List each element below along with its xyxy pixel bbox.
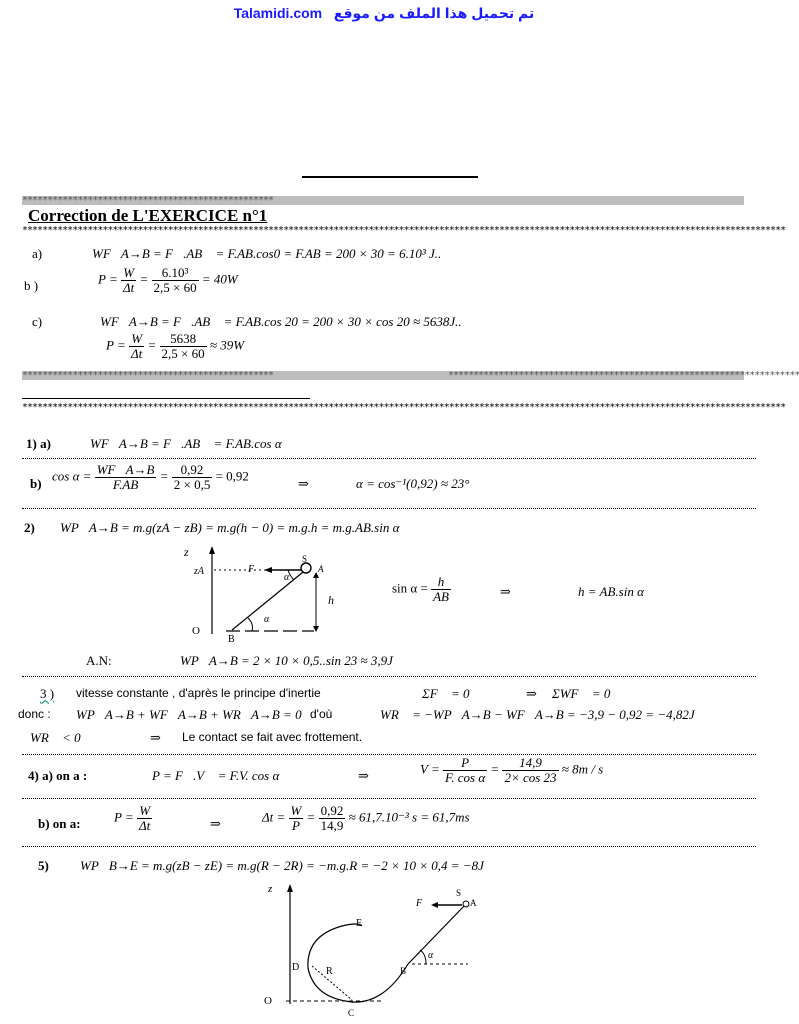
q2-sin-frac [431,575,451,604]
q4-v-formula [420,756,603,785]
z-axis-label: z [268,883,273,895]
alpha-label: α [428,950,434,961]
q1-b-frac1 [95,463,157,492]
q2-h-equation: h = AB.sin α [578,584,644,599]
q1-a-equation: WF⃗A→B = F⃗.AB⃗ = F.AB.cos α [90,436,282,451]
part1-b-den: 2,5 × 60 [153,280,197,295]
q4-v-num2: 14,9 [502,756,558,771]
q1-b-den: F.AB [112,477,139,492]
part1-c-w: W [129,332,144,347]
part1-b-result: = 40W [201,271,238,287]
site-header [0,5,768,22]
q1-divider-a [22,458,756,459]
incline-track [408,904,466,964]
part1-b-num: 6.10³ [152,266,199,281]
q4-dt-frac1 [289,804,304,833]
q3-donc: donc : [18,707,51,721]
part1-b-formula [98,266,238,295]
a-label: A [318,564,324,574]
q4-v-result: ≈ 8m / s [561,761,604,777]
q4-v-pre: V = [420,761,440,777]
q2-sin-pre: sin α = [392,580,428,596]
q4-dt-result: ≈ 61,7.10⁻³ s = 61,7ms [348,809,470,825]
alpha-bottom-label: α [264,614,270,625]
mid-rule [22,398,310,399]
d-label: D [292,962,300,973]
part1-b-eqsign: = [139,271,149,287]
q1-divider-b [22,508,756,509]
part1-b-dt: Δt [122,280,135,295]
q4-dt-num2: 0,92 [320,803,344,818]
q4-a-arrow: ⇒ [358,768,369,783]
q5-label: 5) [38,858,49,873]
force-arrow-head [264,567,272,573]
q1-b-eqsign: = [159,468,169,484]
z-axis-label: z [184,545,189,559]
part1-c-den: 2,5 × 60 [161,346,205,361]
part1-c-equation: WF⃗A→B = F⃗.AB⃗ = F.AB.cos 20 = 200 × 30 × cos 20 ≈ 5638J.. [100,314,462,329]
top-rule [302,176,478,178]
part1-c-dt: Δt [130,346,143,361]
z-axis-arrow [287,884,293,892]
q3-arrow2: ⇒ [150,730,161,745]
q4-dt-eqsign: = [306,809,316,825]
separator-stars-bottom-right: ********************************************************************** [448,370,799,381]
origin-label: O [264,995,272,1007]
alpha-bottom-arc [248,618,253,631]
q2-label: 2) [24,520,35,535]
part1-a-label: a) [32,246,43,261]
q4-b-formula [114,804,152,833]
q2-arrow: ⇒ [500,584,511,599]
part1-c-pre: P = [106,337,126,353]
q3-sumW: ΣWF⃗ = 0 [552,686,611,701]
incline-line [232,568,308,630]
part1-b-frac1 [121,266,136,295]
q4-dt-num: W [290,803,302,818]
force-label: F⃗ [248,564,262,575]
q3-sumF: ΣF⃗ = 0⃗ [422,686,480,701]
separator-stars-top: ************************************************** [22,195,274,206]
separator-stars-1: ******************************************************************************************************************************************************** [22,225,786,236]
q4-v-den2: 2× cos 23 [504,770,557,785]
q4-v-frac1 [443,756,487,785]
q4-a-equation: P = F⃗.V⃗ = F.V. cos α [152,768,280,783]
header-arabic-text: تم تحميل هذا الملف من موقع [333,5,535,21]
alpha-arc [420,950,426,964]
q3-text: vitesse constante , d'après le principe d'inertie [76,686,321,700]
q1-b-arrow: ⇒ [298,476,309,491]
part1-c-frac1 [129,332,144,361]
part1-c-formula [106,332,244,361]
part1-c-frac2 [160,332,207,361]
q3-divider [22,754,756,755]
part1-c-num: 5638 [160,332,207,347]
q1-b-frac2 [172,463,213,492]
q4-dt-formula [262,804,470,833]
q4-divider-b [22,846,756,847]
s-label: S [302,554,308,564]
za-label: zA [194,566,204,577]
q3-conclusion: Le contact se fait avec frottement. [182,730,363,744]
q4-dt-pre: Δt = [262,809,286,825]
part1-c-label: c) [32,314,43,329]
q3-donc-equation: WP⃗A→B + WF⃗A→B + WR⃗A→B = 0 [76,707,302,722]
q3-wr-equation: WR⃗ = −WP⃗A→B − WF⃗A→B = −3,9 − 0,92 = −4,82J [380,707,695,722]
solid-s [463,901,469,907]
q4-a-label: 4) a) on a : [28,768,88,783]
q2-incline-figure [176,544,346,644]
z-axis-arrow [209,546,215,554]
q1-label: 1) a) [26,436,51,451]
b-label: B [228,634,235,645]
q4-dt-frac2 [319,804,346,833]
q1-b-formula [52,463,249,492]
q4-v-den: F. cos α [444,770,486,785]
force-label: F⃗ [416,898,430,909]
q3-wr-negative: WR⃗ < 0 [30,730,81,745]
q4-v-num: P [443,756,487,771]
q1-b-num: WF⃗A→B [96,462,155,477]
c-label: C [348,1008,355,1018]
q2-an-equation: WP⃗A→B = 2 × 10 × 0,5..sin 23 ≈ 3,9J [180,653,393,668]
q1-b-label: b) [30,476,42,491]
q2-sin-den: AB [433,589,449,604]
q1-b-num2: 0,92 [172,463,213,478]
q4-v-eqsign: = [490,761,500,777]
q3-dou: d'où [310,707,333,721]
q1-b-den2: 2 × 0,5 [173,477,211,492]
q2-an-label: A.N: [86,653,112,668]
q5-equation: WP⃗B→E = m.g(zB − zE) = m.g(R − 2R) = −m.g.R = −2 × 10 × 0,4 = −8J [80,858,484,873]
h-label: h [328,593,334,607]
a-label: A [470,898,477,908]
q4-b-arrow: ⇒ [210,816,221,831]
e-label: E [356,918,363,929]
q4-b-num: W [137,804,152,819]
alpha-top-label: α [284,572,290,583]
q1-b-result: = 0,92 [215,468,249,484]
q3-arrow: ⇒ [526,686,537,701]
q4-v-frac2 [502,756,558,785]
exercise-title: Correction de L'EXERCICE n°1 [28,206,268,225]
part1-b-frac2 [152,266,199,295]
part1-b-w: W [121,266,136,281]
q5-loop-figure [256,878,496,1020]
q4-dt-den: P [291,818,300,833]
part1-c-eqsign: = [147,337,157,353]
q2-equation: WP⃗A→B = m.g(zA − zB) = m.g(h − 0) = m.g.h = m.g.AB.sin α [60,520,400,535]
part1-c-result: ≈ 39W [209,337,245,353]
r-label: R [326,966,333,977]
q4-b-label: b) on a: [38,816,81,831]
q1-b-alpha: α = cos⁻¹(0,92) ≈ 23° [356,476,470,491]
part1-b-label: b ) [24,278,39,293]
q1-b-pre: cos α = [52,468,92,484]
q3-label: 3 ) [40,686,55,701]
q4-dt-den2: 14,9 [320,818,344,833]
q2-divider [22,676,756,677]
q4-divider-a [22,798,756,799]
loop-track [308,924,408,1002]
part1-a-equation: WF⃗A→B = F⃗.AB⃗ = F.AB.cos0 = F.AB = 200 × 30 = 6.10³ J.. [92,246,442,261]
b-label: B [400,966,407,976]
part1-b-pre: P = [98,271,118,287]
q4-b-frac [137,804,152,833]
origin-label: O [192,625,200,637]
q4-b-pre: P = [114,809,134,825]
separator-stars-bottom-left: ************************************************** [22,370,274,381]
s-label: S [456,888,462,898]
force-arrow-head [431,902,438,908]
header-site-link[interactable]: Talamidi.com [233,5,323,21]
q2-sin-num: h [431,575,451,590]
q4-b-den: Δt [138,818,151,833]
solid-s [301,563,311,573]
q2-sin-formula [392,575,451,604]
separator-stars-2: ******************************************************************************************************************************************************** [22,402,786,413]
